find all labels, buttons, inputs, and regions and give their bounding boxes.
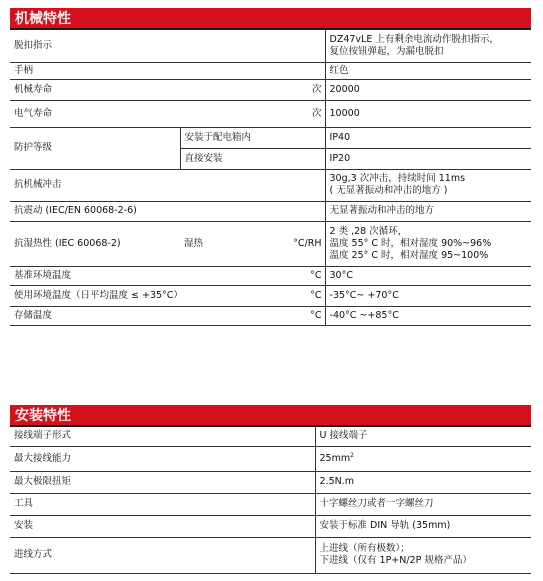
shock-resistance-label: 抗机械冲击 <box>10 169 325 201</box>
protection-class-value-cabinet: IP40 <box>325 127 531 148</box>
max-torque-value: 2.5N.m <box>315 471 531 493</box>
table-row <box>10 493 531 515</box>
ambient-temp-value: -35°C~ +70°C <box>325 285 531 306</box>
wiring-capacity-superscript: 2 <box>350 451 354 459</box>
damp-heat-value-line3: 温度 25° C 时，相对湿度 95~100% <box>329 249 489 261</box>
trip-indication-value-line2: 复位按钮弹起，为漏电脱扣 <box>329 45 444 57</box>
installation-section <box>10 405 531 574</box>
wiring-capacity-number: 25mm <box>319 452 351 464</box>
trip-indication-value <box>325 30 531 62</box>
electrical-life-label: 电气寿命 <box>10 100 268 127</box>
table-row <box>10 285 531 306</box>
installation-section-title: 安装特性 <box>10 405 531 427</box>
table-row <box>10 515 531 537</box>
table-row <box>10 127 531 148</box>
table-row <box>10 100 531 127</box>
electrical-life-unit: 次 <box>268 100 325 127</box>
wire-entry-label: 进线方式 <box>10 537 315 573</box>
trip-indication-value-line1: DZ47vLE 上有剩余电流动作脱扣指示， <box>329 33 499 45</box>
table-row <box>10 201 531 221</box>
wire-entry-value-line2: 下进线（仅有 1P+N/2P 规格产品） <box>319 555 472 566</box>
storage-temp-value: -40°C ~+85°C <box>325 306 531 325</box>
vibration-label: 抗震动 (IEC/EN 60068-2-6) <box>10 201 325 221</box>
table-row <box>10 62 531 79</box>
damp-heat-unit: °C/RH <box>268 221 325 266</box>
shock-resistance-value-line1: 30g,3 次冲击，持续时间 11ms <box>329 173 466 184</box>
tool-value: 十字螺丝刀或者一字螺丝刀 <box>315 493 531 515</box>
vibration-value: 无显著振动和冲击的地方 <box>325 201 531 221</box>
table-row <box>10 30 531 62</box>
protection-class-value-direct: IP20 <box>325 148 531 169</box>
max-torque-label: 最大极限扭矩 <box>10 471 315 493</box>
table-row <box>10 266 531 285</box>
trip-indication-label: 脱扣指示 <box>10 30 325 62</box>
mechanical-life-unit: 次 <box>268 79 325 100</box>
reference-temp-value: 30°C <box>325 266 531 285</box>
mounting-label: 安装 <box>10 515 315 537</box>
mechanical-section <box>10 8 531 326</box>
table-row <box>10 169 531 201</box>
table-row <box>10 537 531 573</box>
table-row <box>10 471 531 493</box>
mechanical-life-value: 20000 <box>325 79 531 100</box>
damp-heat-value-line1: 2 类 ,28 次循环， <box>329 225 408 237</box>
damp-heat-label: 抗湿热性 (IEC 60068-2) <box>10 221 180 266</box>
mechanical-life-label: 机械寿命 <box>10 79 268 100</box>
handle-value: 红色 <box>325 62 531 79</box>
terminal-type-value: U 接线端子 <box>315 427 531 446</box>
table-row <box>10 306 531 325</box>
table-row <box>10 79 531 100</box>
tool-label: 工具 <box>10 493 315 515</box>
storage-temp-label: 存储温度 <box>10 306 268 325</box>
terminal-type-label: 接线端子形式 <box>10 427 315 446</box>
ambient-temp-label: 使用环境温度（日平均温度 ≤ +35°C） <box>10 285 268 306</box>
wire-entry-value-line1: 上进线（所有极数）； <box>319 543 410 554</box>
wire-entry-value <box>315 537 531 573</box>
handle-label: 手柄 <box>10 62 325 79</box>
shock-resistance-value-line2: ( 无显著振动和冲击的地方 ) <box>329 185 448 196</box>
reference-temp-unit: °C <box>268 266 325 285</box>
mechanical-section-title: 机械特性 <box>10 8 531 30</box>
damp-heat-value-line2: 温度 55° C 时，相对湿度 90%~96% <box>329 237 492 249</box>
table-row <box>10 446 531 471</box>
protection-class-sub-cabinet: 安装于配电箱内 <box>180 127 325 148</box>
protection-class-label: 防护等级 <box>10 127 180 169</box>
wiring-capacity-label: 最大接线能力 <box>10 446 315 471</box>
table-row <box>10 221 531 266</box>
electrical-life-value: 10000 <box>325 100 531 127</box>
damp-heat-sub: 湿热 <box>180 221 268 266</box>
reference-temp-label: 基准环境温度 <box>10 266 268 285</box>
storage-temp-unit: °C <box>268 306 325 325</box>
table-row <box>10 427 531 446</box>
installation-table <box>10 427 531 574</box>
wiring-capacity-value <box>315 446 531 471</box>
damp-heat-value <box>325 221 531 266</box>
mounting-value: 安装于标准 DIN 导轨 (35mm) <box>315 515 531 537</box>
protection-class-sub-direct: 直接安装 <box>180 148 325 169</box>
mechanical-table <box>10 30 531 326</box>
ambient-temp-unit: °C <box>268 285 325 306</box>
shock-resistance-value <box>325 169 531 201</box>
